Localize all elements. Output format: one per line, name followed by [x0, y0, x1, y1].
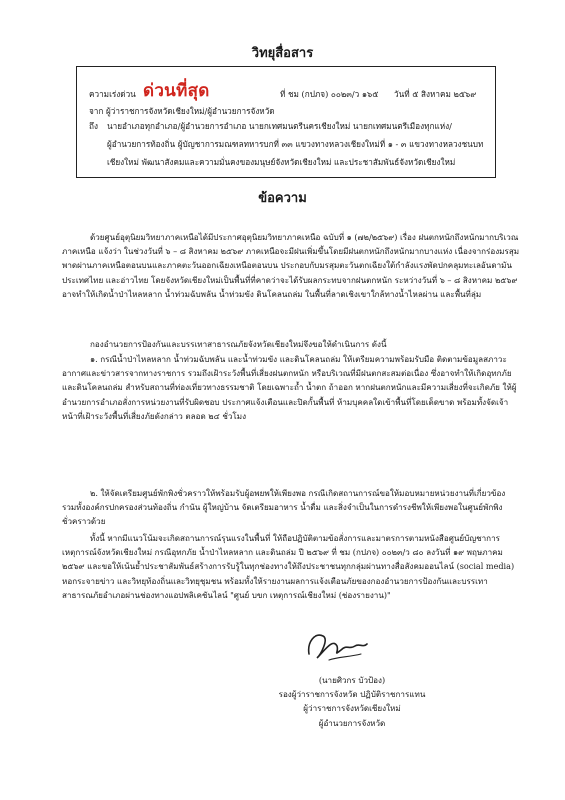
body-paragraph-3	[62, 352, 522, 423]
document-date: วันที่ ๕ สิงหาคม ๒๕๖๙	[394, 89, 477, 99]
urgency-value: ด่วนที่สุด	[143, 81, 210, 101]
signatory-position-3: ผู้อำนวยการจังหวัด	[318, 717, 386, 728]
to-line-3: เชียงใหม่ พัฒนาสังคมและความมั่นคงของมนุษย์จังหวัดเชียงใหม่ และประชาสัมพันธ์จังหวัดเชียงใหม่	[107, 157, 456, 167]
to-label: ถึง	[89, 121, 98, 131]
signatory-position-2: ผู้ว่าราชการจังหวัดเชียงใหม่	[303, 703, 401, 714]
header-box	[76, 66, 496, 178]
paragraph-text: ๑. กรณีน้ำป่าไหลหลาก น้ำท่วมฉับพลัน และน้ำท่วมขัง และดินโคลนถล่ม ให้เตรียมความพร้อมรับมือ ติดตามข้อมูลสภาวะอากาศและข่าวสารจากทางราชการ รวมถึงเฝ้าระวังพื้นที่เสี่ยงฝนตกหนัก หรือบริเวณที่มีฝนตกสะสมต่อเนื่อง ซึ่งอาจทำให้เกิดอุทกภัยและดินโคลนถล่ม สำหรับสถานที่ท่องเที่ยวทางธรรมชาติ โดยเฉพาะถ้ำ น้ำตก ถ้าออก หากฝนตกหนักและมีความเสี่ยงที่จะเกิดภัย ให้ผู้อำนวยการอำเภอสั่งการหน่วยงานที่รับผิดชอบ ประกาศแจ้งเตือนและปิดกั้นพื้นที่ ห้ามบุคคลใดเข้าพื้นที่โดยเด็ดขาด พร้อมทั้งจัดเจ้าหน้าที่เฝ้าระวังพื้นที่เสี่ยงภัยดังกล่าว ตลอด ๒๔ ชั่วโมง	[62, 354, 517, 421]
paragraph-text: ๒. ให้จัดเตรียมศูนย์พักพิงชั่วคราวให้พร้อมรับผู้อพยพให้เพียงพอ กรณีเกิดสถานการณ์ขอให้มอบหมายหน่วยงานที่เกี่ยวข้อง รวมทั้งองค์กรปกครองส่วนท้องถิ่น กำนัน ผู้ใหญ่บ้าน จัดเตรียมอาหาร น้ำดื่ม และสิ่งจำเป็นในการดำรงชีพให้เพียงพอในศูนย์พักพิงชั่วคราวด้วย	[62, 488, 506, 527]
from-line: จาก ผู้ว่าราชการจังหวัดเชียงใหม่/ผู้อำนวยการจังหวัด	[89, 106, 275, 116]
section-title: ข้อความ	[258, 191, 307, 206]
body-paragraph-4	[62, 486, 522, 529]
signatory-position-1: รองผู้ว่าราชการจังหวัด ปฏิบัติราชการแทน	[278, 689, 426, 700]
paragraph-text: ด้วยศูนย์อุตุนิยมวิทยาภาคเหนือได้มีประกาศอุตุนิยมวิทยาภาคเหนือ ฉบับที่ ๑ (๗๒/๒๕๖๙) เรื่อง ฝนตกหนักถึงหนักมากบริเวณภาคเหนือ แจ้งว่า ในช่วงวันที่ ๖ – ๘ สิงหาคม ๒๕๖๙ ภาคเหนือจะมีฝนเพิ่มขึ้นโดยมีฝนตกหนักถึงหนักมากบางแห่ง เนื่องจากร่องมรสุมพาดผ่านภาคเหนือตอนบนและภาคตะวันออกเฉียงเหนือตอนบน ประกอบกับมรสุมตะวันตกเฉียงใต้กำลังแรงพัดปกคลุมทะเลอันดามัน ประเทศไทย และอ่าวไทย โดยจังหวัดเชียงใหม่เป็นพื้นที่ที่คาดว่าจะได้รับผลกระทบจากฝนตกหนัก ระหว่างวันที่ ๖ – ๘ สิงหาคม ๒๕๖๙ อาจทำให้เกิดน้ำป่าไหลหลาก น้ำท่วมฉับพลัน น้ำท่วมขัง ดินโคลนถล่ม ในพื้นที่ลาดเชิงเขาใกล้ทางน้ำไหลผ่าน และพื้นที่ลุ่ม	[62, 232, 520, 299]
to-line-1: นายอำเภอทุกอำเภอ/ผู้อำนวยการอำเภอ นายกเทศมนตรีนครเชียงใหม่ นายกเทศมนตรีเมืองทุกแห่ง/	[107, 121, 452, 131]
handwritten-signature	[303, 624, 373, 666]
paragraph-text: ทั้งนี้ หากมีแนวโน้มจะเกิดสถานการณ์รุนแรงในพื้นที่ ให้ถือปฏิบัติตามข้อสั่งการและมาตรการตามหนังสือศูนย์บัญชาการเหตุการณ์จังหวัดเชียงใหม่ กรณีอุทกภัย น้ำป่าไหลหลาก และดินถล่ม ปี ๒๕๖๙ ที่ ชม (กปภจ) ๐๐๒๓/ว ๘๐ ลงวันที่ ๑๙ พฤษภาคม ๒๕๖๙ และขอให้เน้นย้ำประชาสัมพันธ์สร้างการรับรู้ในทุกช่องทางให้ถึงประชาชนทุกกลุ่มผ่านทางสื่อสังคมออนไลน์ (social media) หอกระจายข่าว และวิทยุท้องถิ่นและวิทยุชุมชน พร้อมทั้งให้รายงานผลการแจ้งเตือนภัยของกองอำนวยการป้องกันและบรรเทาสาธารณภัยอำเภอผ่านช่องทางแอปพลิเคชันไลน์ "ศูนย์ บขก เหตุการณ์เชียงใหม่ (ช่องรายงาน)"	[62, 533, 515, 600]
body-paragraph-1	[62, 230, 522, 301]
to-line-2: ผู้อำนวยการท้องถิ่น ผู้บัญชาการมณฑลทหารบกที่ ๓๓ แขวงทางหลวงเชียงใหม่ที่ ๑ - ๓ แขวงทางหลวงชนบท	[107, 139, 484, 149]
signatory-name: (นายศิวกร บัวป้อง)	[318, 675, 386, 685]
reference-number: ที่ ชม (กปภจ) ๐๐๒๓/ว ๑๖๕	[280, 89, 379, 99]
body-paragraph-5	[62, 531, 522, 602]
signature-block	[252, 673, 452, 730]
document-title: วิทยุสื่อสาร	[251, 46, 314, 61]
paragraph-text: กองอำนวยการป้องกันและบรรเทาสาธารณภัยจังหวัดเชียงใหม่จึงขอให้ดำเนินการ ดังนี้	[90, 339, 387, 349]
urgency-label: ความเร่งด่วน	[89, 89, 136, 99]
body-paragraph-2	[62, 337, 522, 351]
